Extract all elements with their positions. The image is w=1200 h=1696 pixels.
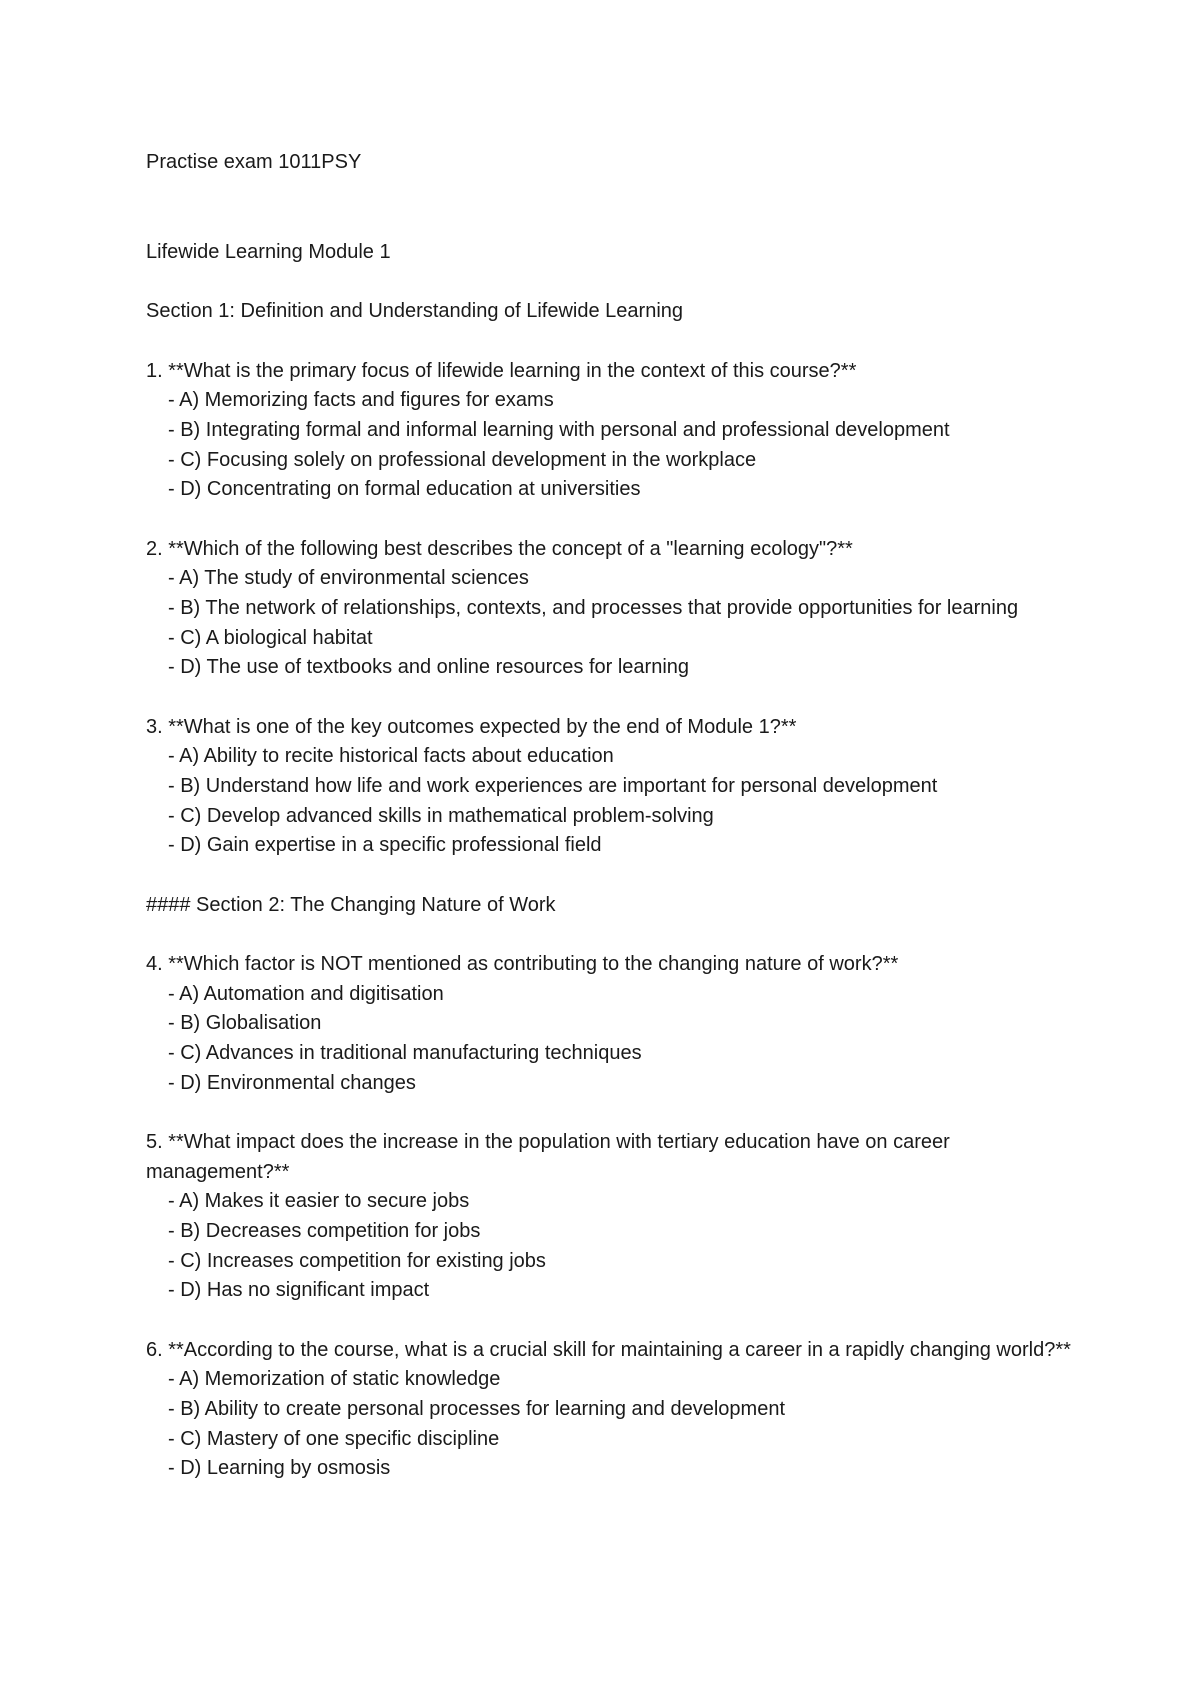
question-text: 5. **What impact does the increase in the population with tertiary education have on career management?** (146, 1131, 950, 1183)
answer-option: - C) Develop advanced skills in mathematical problem-solving (168, 804, 714, 827)
answer-option: - D) Gain expertise in a specific professional field (168, 834, 602, 857)
question-block (146, 1128, 1076, 1306)
spacer (146, 267, 1076, 297)
answer-option: - C) Focusing solely on professional development in the workplace (168, 448, 757, 471)
question-text: 2. **Which of the following best describes the concept of a "learning ecology"?** (146, 537, 853, 560)
answer-option: - D) Has no significant impact (168, 1279, 430, 1302)
section-heading: #### Section 2: The Changing Nature of Work (146, 893, 556, 916)
spacer (146, 505, 1076, 535)
spacer (146, 1098, 1076, 1128)
answer-option: - B) Decreases competition for jobs (168, 1220, 481, 1243)
answer-option: - A) Automation and digitisation (168, 982, 444, 1005)
spacer (146, 920, 1076, 950)
spacer (146, 178, 1076, 208)
answer-option: - B) Globalisation (168, 1012, 322, 1035)
answer-option: - D) Concentrating on formal education at universities (168, 478, 641, 501)
answer-option: - D) Learning by osmosis (168, 1457, 391, 1480)
document-body (146, 148, 1076, 1484)
question-block (146, 357, 1076, 505)
answer-option: - D) The use of textbooks and online resources for learning (168, 656, 690, 679)
answer-option: - B) The network of relationships, contexts, and processes that provide opportunities for learning (168, 596, 1019, 619)
answer-option: - A) Makes it easier to secure jobs (168, 1190, 470, 1213)
answer-option: - C) Mastery of one specific discipline (168, 1427, 500, 1450)
answer-option: - B) Understand how life and work experiences are important for personal development (168, 774, 938, 797)
question-text: 6. **According to the course, what is a crucial skill for maintaining a career in a rapidly changing world?** (146, 1338, 1071, 1361)
answer-option: - C) A biological habitat (168, 626, 373, 649)
answer-option: - C) Increases competition for existing jobs (168, 1249, 546, 1272)
spacer (146, 327, 1076, 357)
spacer (146, 683, 1076, 713)
answer-option: - A) Memorizing facts and figures for exams (168, 389, 554, 412)
question-text: 3. **What is one of the key outcomes expected by the end of Module 1?** (146, 715, 797, 738)
spacer (146, 208, 1076, 238)
answer-option: - B) Ability to create personal processes for learning and development (168, 1398, 786, 1420)
module-title: Lifewide Learning Module 1 (146, 240, 391, 263)
document-title: Practise exam 1011PSY (146, 151, 362, 173)
question-block (146, 713, 1076, 861)
question-block (146, 535, 1076, 683)
question-text: 1. **What is the primary focus of lifewide learning in the context of this course?** (146, 359, 857, 382)
question-block (146, 950, 1076, 1098)
section-heading: Section 1: Definition and Understanding of Lifewide Learning (146, 300, 684, 323)
answer-option: - A) Ability to recite historical facts about education (168, 745, 614, 768)
answer-option: - A) Memorization of static knowledge (168, 1368, 501, 1391)
question-block (146, 1336, 1076, 1484)
question-text: 4. **Which factor is NOT mentioned as contributing to the changing nature of work?** (146, 953, 899, 976)
answer-option: - C) Advances in traditional manufacturing techniques (168, 1042, 642, 1065)
answer-option: - D) Environmental changes (168, 1071, 416, 1094)
answer-option: - B) Integrating formal and informal learning with personal and professional development (168, 418, 950, 441)
answer-option: - A) The study of environmental sciences (168, 567, 529, 590)
spacer (146, 861, 1076, 891)
spacer (146, 1306, 1076, 1336)
